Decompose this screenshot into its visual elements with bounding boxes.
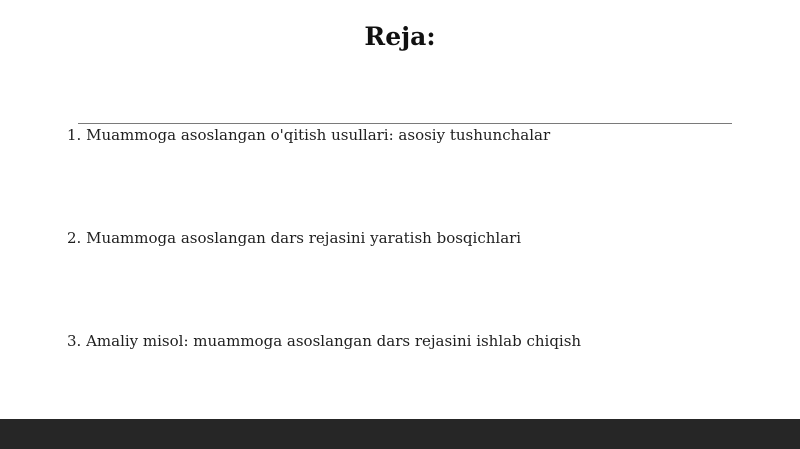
slide-title: Reja: — [364, 22, 436, 51]
title-divider — [78, 123, 732, 124]
viewer-bottom-bar — [0, 419, 800, 449]
plan-item-2: 2. Muammoga asoslangan dars rejasini yaratish bosqichlari — [67, 229, 522, 247]
plan-item-1: 1. Muammoga asoslangan o'qitish usullari: asosiy tushunchalar — [67, 126, 551, 144]
plan-item-3: 3. Amaliy misol: muammoga asoslangan dars rejasini ishlab chiqish — [67, 332, 582, 350]
